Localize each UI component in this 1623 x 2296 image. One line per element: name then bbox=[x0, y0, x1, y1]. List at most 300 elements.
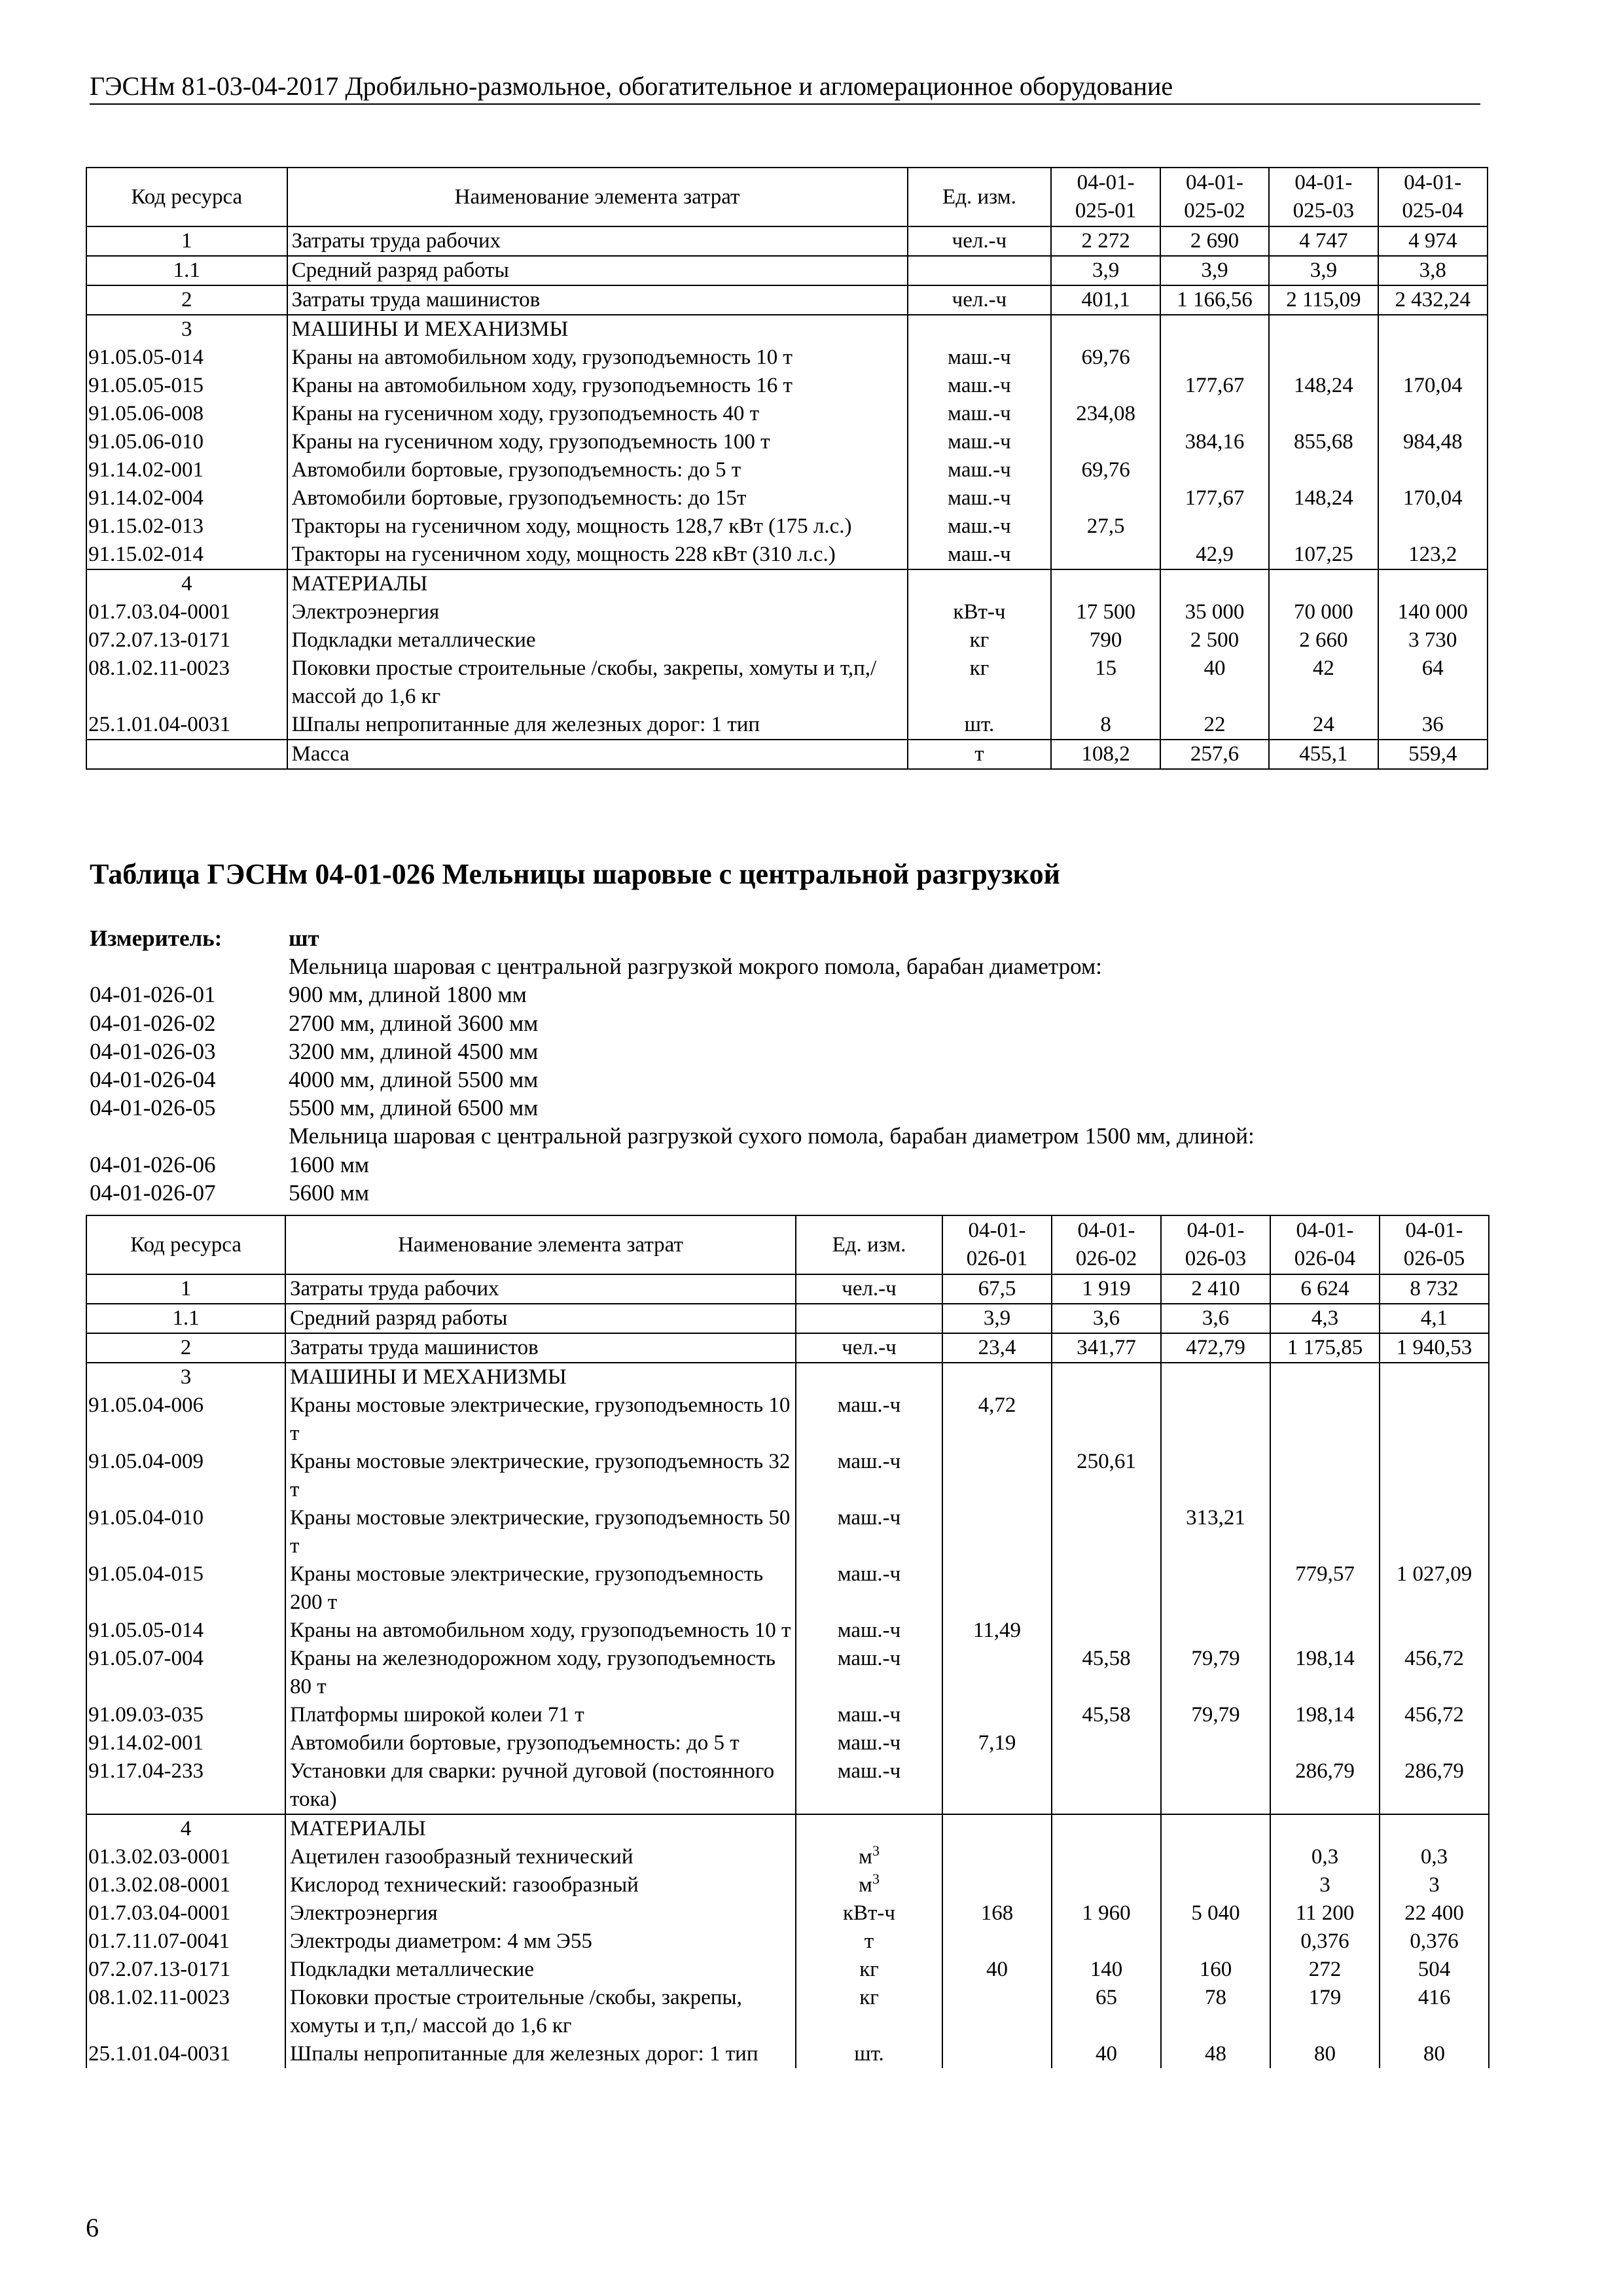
resource-unit: маш.-ч bbox=[796, 1391, 942, 1448]
resource-name: Платформы широкой колеи 71 т bbox=[285, 1701, 796, 1729]
norm-value: 3,9 bbox=[1269, 256, 1378, 285]
norm-value bbox=[1269, 569, 1378, 598]
resource-code: 25.1.01.04-0031 bbox=[86, 2040, 285, 2068]
resource-unit: т bbox=[908, 740, 1052, 769]
norm-description: Мельница шаровая с центральной разгрузкой мокрого помола, барабан диаметром: bbox=[289, 954, 1102, 980]
norm-value bbox=[1269, 315, 1378, 344]
resource-code: 1 bbox=[86, 1274, 285, 1304]
table-row bbox=[86, 2040, 1489, 2068]
norm-value: 456,72 bbox=[1380, 1645, 1489, 1701]
norm-value: 8 732 bbox=[1380, 1274, 1489, 1304]
norm-value: 65 bbox=[1052, 1984, 1161, 2040]
norm-code: 04-01-026-07 bbox=[90, 1179, 216, 1206]
resource-name: Средний разряд работы bbox=[285, 1304, 796, 1333]
resource-name: МАШИНЫ И МЕХАНИЗМЫ bbox=[285, 1363, 796, 1391]
norm-value bbox=[942, 2040, 1052, 2068]
norm-value: 3,9 bbox=[942, 1304, 1052, 1333]
resource-name: Краны на автомобильном ходу, грузоподъемность 10 т bbox=[287, 344, 908, 372]
resource-code: 91.05.04-009 bbox=[86, 1448, 285, 1504]
table-row bbox=[86, 626, 1488, 655]
table-row bbox=[86, 428, 1488, 456]
norm-value bbox=[1161, 1729, 1270, 1757]
col-norm-header: 04-01- 026-01 bbox=[942, 1215, 1052, 1274]
table-row bbox=[86, 372, 1488, 400]
norm-value bbox=[1380, 1448, 1489, 1504]
norm-description: 1600 мм bbox=[289, 1151, 370, 1177]
norm-value: 472,79 bbox=[1161, 1333, 1270, 1363]
norm-value bbox=[1161, 1560, 1270, 1617]
norm-value bbox=[942, 1843, 1052, 1871]
norm-value: 40 bbox=[942, 1956, 1052, 1984]
resource-code: 01.3.02.08-0001 bbox=[86, 1871, 285, 1899]
resource-code: 3 bbox=[86, 1363, 285, 1391]
resource-code: 01.7.11.07-0041 bbox=[86, 1928, 285, 1956]
resource-unit: кВт-ч bbox=[908, 598, 1052, 626]
norm-value: 64 bbox=[1378, 655, 1488, 711]
resource-unit: чел.-ч bbox=[908, 285, 1052, 315]
norm-value: 170,04 bbox=[1378, 372, 1488, 400]
norm-value bbox=[1270, 1391, 1380, 1448]
resource-code: 91.05.07-004 bbox=[86, 1645, 285, 1701]
resource-code: 91.15.02-013 bbox=[86, 512, 287, 541]
norm-value bbox=[942, 1701, 1052, 1729]
norm-value bbox=[1160, 315, 1269, 344]
resource-name: Подкладки металлические bbox=[285, 1956, 796, 1984]
resource-name: МАШИНЫ И МЕХАНИЗМЫ bbox=[287, 315, 908, 344]
resource-name: Краны на автомобильном ходу, грузоподъемность 10 т bbox=[285, 1617, 796, 1645]
resource-unit: кг bbox=[796, 1984, 942, 2040]
norm-value: 140 000 bbox=[1378, 598, 1488, 626]
resource-name: Поковки простые строительные /скобы, закрепы, хомуты и т,п,/ массой до 1,6 кг bbox=[285, 1984, 796, 2040]
resource-name: Подкладки металлические bbox=[287, 626, 908, 655]
resource-name: Поковки простые строительные /скобы, закрепы, хомуты и т,п,/ массой до 1,6 кг bbox=[287, 655, 908, 711]
norm-value bbox=[1161, 1843, 1270, 1871]
norm-value: 160 bbox=[1161, 1956, 1270, 1984]
resource-code: 2 bbox=[86, 1333, 285, 1363]
table-row bbox=[86, 1843, 1489, 1871]
norm-value: 341,77 bbox=[1052, 1333, 1161, 1363]
norm-value bbox=[942, 1757, 1052, 1814]
resource-code: 01.7.03.04-0001 bbox=[86, 598, 287, 626]
resource-name: Краны на железнодорожном ходу, грузоподъемность 80 т bbox=[285, 1645, 796, 1701]
norm-value bbox=[1160, 569, 1269, 598]
norm-value bbox=[1052, 1928, 1161, 1956]
norm-code: 04-01-026-01 bbox=[90, 982, 216, 1008]
norm-value: 4,3 bbox=[1270, 1304, 1380, 1333]
norm-value bbox=[1380, 1391, 1489, 1448]
table-row bbox=[86, 1645, 1489, 1701]
norm-value: 148,24 bbox=[1269, 372, 1378, 400]
resource-name: Тракторы на гусеничном ходу, мощность 128,7 кВт (175 л.с.) bbox=[287, 512, 908, 541]
norm-value bbox=[1269, 512, 1378, 541]
resource-unit bbox=[796, 1814, 942, 1843]
table-row bbox=[86, 1333, 1489, 1363]
norm-value: 140 bbox=[1052, 1956, 1161, 1984]
resource-unit: кг bbox=[796, 1956, 942, 1984]
resource-unit bbox=[796, 1363, 942, 1391]
norm-value: 179 bbox=[1270, 1984, 1380, 2040]
norm-value: 15 bbox=[1051, 655, 1160, 711]
resource-unit: маш.-ч bbox=[796, 1757, 942, 1814]
resource-name: Шпалы непропитанные для железных дорог: 1 тип bbox=[287, 711, 908, 740]
norm-value: 1 960 bbox=[1052, 1899, 1161, 1928]
norm-description: 5600 мм bbox=[289, 1179, 370, 1206]
norm-value: 779,57 bbox=[1270, 1560, 1380, 1617]
norm-value: 78 bbox=[1161, 1984, 1270, 2040]
resource-unit: маш.-ч bbox=[796, 1560, 942, 1617]
resource-name: Электроэнергия bbox=[285, 1899, 796, 1928]
resource-unit: кг bbox=[908, 655, 1052, 711]
norm-value: 1 919 bbox=[1052, 1274, 1161, 1304]
resource-code: 01.3.02.03-0001 bbox=[86, 1843, 285, 1871]
norm-value: 148,24 bbox=[1269, 484, 1378, 512]
norm-value bbox=[1270, 1814, 1380, 1843]
resource-code: 3 bbox=[86, 315, 287, 344]
norm-value bbox=[1052, 1729, 1161, 1757]
resource-name: Краны мостовые электрические, грузоподъемность 200 т bbox=[285, 1560, 796, 1617]
norm-value: 790 bbox=[1051, 626, 1160, 655]
norm-value bbox=[1269, 400, 1378, 428]
resource-name: Краны мостовые электрические, грузоподъемность 32 т bbox=[285, 1448, 796, 1504]
table-row bbox=[86, 1757, 1489, 1814]
resource-code: 4 bbox=[86, 1814, 285, 1843]
norm-value: 257,6 bbox=[1160, 740, 1269, 769]
table-row bbox=[86, 1701, 1489, 1729]
norm-code: 04-01-026-02 bbox=[90, 1010, 216, 1036]
norm-description: 4000 мм, длиной 5500 мм bbox=[289, 1066, 539, 1092]
norm-value: 42,9 bbox=[1160, 541, 1269, 569]
norm-value: 107,25 bbox=[1269, 541, 1378, 569]
norm-value bbox=[1270, 1448, 1380, 1504]
resource-code: 1.1 bbox=[86, 256, 287, 285]
norm-value: 80 bbox=[1380, 2040, 1489, 2068]
table-row bbox=[86, 1729, 1489, 1757]
norm-value: 23,4 bbox=[942, 1333, 1052, 1363]
resource-name: Электроэнергия bbox=[287, 598, 908, 626]
norm-value bbox=[1052, 1504, 1161, 1560]
norm-value bbox=[1052, 1814, 1161, 1843]
col-code-header: Код ресурса bbox=[86, 168, 287, 226]
norm-value bbox=[942, 1645, 1052, 1701]
col-name-header: Наименование элемента затрат bbox=[287, 168, 908, 226]
table-row bbox=[86, 400, 1488, 428]
norm-value bbox=[942, 1504, 1052, 1560]
norm-value bbox=[942, 1928, 1052, 1956]
norm-value: 24 bbox=[1269, 711, 1378, 740]
table-row bbox=[86, 1871, 1489, 1899]
norm-value: 3 730 bbox=[1378, 626, 1488, 655]
running-header: ГЭСНм 81-03-04-2017 Дробильно-размольное, обогатительное и агломерационное оборудование bbox=[90, 71, 1480, 105]
table-row bbox=[86, 1956, 1489, 1984]
resource-name: МАТЕРИАЛЫ bbox=[285, 1814, 796, 1843]
norm-value: 5 040 bbox=[1161, 1899, 1270, 1928]
table-row bbox=[86, 226, 1488, 256]
resource-unit: маш.-ч bbox=[908, 428, 1052, 456]
norm-value: 168 bbox=[942, 1899, 1052, 1928]
norm-value: 69,76 bbox=[1051, 344, 1160, 372]
norm-value bbox=[1052, 1560, 1161, 1617]
norm-value: 1 175,85 bbox=[1270, 1333, 1380, 1363]
norm-value bbox=[942, 1560, 1052, 1617]
resource-unit: маш.-ч bbox=[908, 484, 1052, 512]
meter-label: Измеритель: bbox=[90, 925, 223, 951]
norm-value bbox=[1270, 1617, 1380, 1645]
norm-value: 17 500 bbox=[1051, 598, 1160, 626]
norm-value: 123,2 bbox=[1378, 541, 1488, 569]
norm-value bbox=[1380, 1814, 1489, 1843]
resource-name: Краны на гусеничном ходу, грузоподъемность 100 т bbox=[287, 428, 908, 456]
resource-code: 1 bbox=[86, 226, 287, 256]
norm-value: 1 940,53 bbox=[1380, 1333, 1489, 1363]
norm-value: 7,19 bbox=[942, 1729, 1052, 1757]
resource-code: 91.14.02-004 bbox=[86, 484, 287, 512]
norm-value bbox=[1052, 1363, 1161, 1391]
resource-unit bbox=[908, 256, 1052, 285]
norm-value bbox=[942, 1814, 1052, 1843]
norm-value bbox=[1051, 428, 1160, 456]
norm-value: 69,76 bbox=[1051, 456, 1160, 484]
norm-value: 8 bbox=[1051, 711, 1160, 740]
table-title: Таблица ГЭСНм 04-01-026 Мельницы шаровые с центральной разгрузкой bbox=[90, 858, 1060, 890]
norm-value bbox=[1052, 1843, 1161, 1871]
table-row bbox=[86, 1617, 1489, 1645]
resource-unit: маш.-ч bbox=[908, 512, 1052, 541]
resource-name: Автомобили бортовые, грузоподъемность: до 15т bbox=[287, 484, 908, 512]
resource-unit: маш.-ч bbox=[796, 1645, 942, 1701]
resource-name: Установки для сварки: ручной дуговой (постоянного тока) bbox=[285, 1757, 796, 1814]
norm-value bbox=[1161, 1757, 1270, 1814]
norm-value: 384,16 bbox=[1160, 428, 1269, 456]
norm-description: 900 мм, длиной 1800 мм bbox=[289, 982, 527, 1008]
norm-value bbox=[1380, 1729, 1489, 1757]
norm-value bbox=[1051, 484, 1160, 512]
resource-name: Масса bbox=[287, 740, 908, 769]
norm-description: 5500 мм, длиной 6500 мм bbox=[289, 1095, 539, 1121]
resource-code: 07.2.07.13-0171 bbox=[86, 1956, 285, 1984]
norm-value: 198,14 bbox=[1270, 1645, 1380, 1701]
resource-unit: $м^3$ bbox=[796, 1871, 942, 1899]
resource-code: 91.15.02-014 bbox=[86, 541, 287, 569]
resource-code: 08.1.02.11-0023 bbox=[86, 1984, 285, 2040]
norm-value: 79,79 bbox=[1161, 1645, 1270, 1701]
table-row bbox=[86, 285, 1488, 315]
norm-value: 3,9 bbox=[1051, 256, 1160, 285]
resource-name: МАТЕРИАЛЫ bbox=[287, 569, 908, 598]
norm-value bbox=[1270, 1504, 1380, 1560]
norm-value: 4 974 bbox=[1378, 226, 1488, 256]
norm-value: 0,376 bbox=[1380, 1928, 1489, 1956]
norm-value: 504 bbox=[1380, 1956, 1489, 1984]
norm-value bbox=[1378, 569, 1488, 598]
resource-unit: маш.-ч bbox=[796, 1729, 942, 1757]
table-row bbox=[86, 655, 1488, 711]
norm-value: 42 bbox=[1269, 655, 1378, 711]
norm-value: 4,1 bbox=[1380, 1304, 1489, 1333]
norm-value bbox=[1160, 400, 1269, 428]
norm-value: 3,6 bbox=[1161, 1304, 1270, 1333]
norm-value: 11,49 bbox=[942, 1617, 1052, 1645]
norm-value: 286,79 bbox=[1270, 1757, 1380, 1814]
resource-unit: чел.-ч bbox=[796, 1333, 942, 1363]
table-row bbox=[86, 1899, 1489, 1928]
col-norm-header: 04-01- 026-04 bbox=[1270, 1215, 1380, 1274]
table-04-01-025 bbox=[86, 167, 1488, 770]
norm-value bbox=[1161, 1391, 1270, 1448]
norm-value: 2 272 bbox=[1051, 226, 1160, 256]
norm-value bbox=[1378, 315, 1488, 344]
resource-name: Автомобили бортовые, грузоподъемность: до 5 т bbox=[287, 456, 908, 484]
norm-value bbox=[1380, 1617, 1489, 1645]
resource-name: Электроды диаметром: 4 мм Э55 bbox=[285, 1928, 796, 1956]
norm-value: 70 000 bbox=[1269, 598, 1378, 626]
norm-value: 2 115,09 bbox=[1269, 285, 1378, 315]
resource-unit: маш.-ч bbox=[908, 372, 1052, 400]
norm-value bbox=[1161, 1363, 1270, 1391]
norm-value: 0,3 bbox=[1380, 1843, 1489, 1871]
meter-unit: шт bbox=[289, 925, 319, 951]
resource-code: 07.2.07.13-0171 bbox=[86, 626, 287, 655]
page-number: 6 bbox=[86, 2213, 99, 2242]
norm-code: 04-01-026-05 bbox=[90, 1095, 216, 1121]
resource-code: 1.1 bbox=[86, 1304, 285, 1333]
table-row bbox=[86, 1363, 1489, 1391]
resource-name: Краны мостовые электрические, грузоподъемность 50 т bbox=[285, 1504, 796, 1560]
norm-value: 313,21 bbox=[1161, 1504, 1270, 1560]
resource-unit: маш.-ч bbox=[908, 541, 1052, 569]
col-unit-header: Ед. изм. bbox=[796, 1215, 942, 1274]
col-norm-header: 04-01- 026-05 bbox=[1380, 1215, 1489, 1274]
resource-unit: маш.-ч bbox=[908, 400, 1052, 428]
resource-unit: маш.-ч bbox=[796, 1701, 942, 1729]
norm-value bbox=[1380, 1363, 1489, 1391]
norm-value bbox=[1161, 1871, 1270, 1899]
col-norm-header: 04-01- 025-02 bbox=[1160, 168, 1269, 226]
norm-value: 22 bbox=[1160, 711, 1269, 740]
resource-code: 91.14.02-001 bbox=[86, 1729, 285, 1757]
norm-value bbox=[1052, 1757, 1161, 1814]
norm-value: 198,14 bbox=[1270, 1701, 1380, 1729]
resource-unit: шт. bbox=[908, 711, 1052, 740]
norm-value bbox=[942, 1984, 1052, 2040]
norm-value: 45,58 bbox=[1052, 1701, 1161, 1729]
norm-value bbox=[1161, 1814, 1270, 1843]
table-row bbox=[86, 1928, 1489, 1956]
resource-unit: кВт-ч bbox=[796, 1899, 942, 1928]
table-row bbox=[86, 344, 1488, 372]
resource-code: 4 bbox=[86, 569, 287, 598]
table-row bbox=[86, 1391, 1489, 1448]
resource-name: Ацетилен газообразный технический bbox=[285, 1843, 796, 1871]
resource-code: 91.05.05-014 bbox=[86, 344, 287, 372]
resource-code: 91.05.06-010 bbox=[86, 428, 287, 456]
norm-value bbox=[1051, 372, 1160, 400]
resource-code: 91.05.04-006 bbox=[86, 1391, 285, 1448]
norm-value: 0,3 bbox=[1270, 1843, 1380, 1871]
norm-value bbox=[1052, 1871, 1161, 1899]
resource-code: 91.17.04-233 bbox=[86, 1757, 285, 1814]
norm-value: 416 bbox=[1380, 1984, 1489, 2040]
resource-code: 91.14.02-001 bbox=[86, 456, 287, 484]
norm-value bbox=[1161, 1928, 1270, 1956]
norm-value: 3,9 bbox=[1160, 256, 1269, 285]
norm-value: 177,67 bbox=[1160, 372, 1269, 400]
norm-value bbox=[1378, 512, 1488, 541]
table-row bbox=[86, 1814, 1489, 1843]
table-row bbox=[86, 598, 1488, 626]
norm-description: 3200 мм, длиной 4500 мм bbox=[289, 1038, 539, 1064]
norm-value: 35 000 bbox=[1160, 598, 1269, 626]
norm-value: 3 bbox=[1270, 1871, 1380, 1899]
norm-value: 0,376 bbox=[1270, 1928, 1380, 1956]
norm-value: 401,1 bbox=[1051, 285, 1160, 315]
norm-value bbox=[1269, 456, 1378, 484]
resource-name: Средний разряд работы bbox=[287, 256, 908, 285]
table-row bbox=[86, 569, 1488, 598]
norm-value: 2 432,24 bbox=[1378, 285, 1488, 315]
norm-value bbox=[1160, 512, 1269, 541]
resource-code: 25.1.01.04-0031 bbox=[86, 711, 287, 740]
col-norm-header: 04-01- 025-03 bbox=[1269, 168, 1378, 226]
resource-unit: маш.-ч bbox=[796, 1448, 942, 1504]
resource-unit: маш.-ч bbox=[796, 1617, 942, 1645]
norm-value: 855,68 bbox=[1269, 428, 1378, 456]
resource-unit bbox=[796, 1304, 942, 1333]
norm-value bbox=[942, 1448, 1052, 1504]
norm-value: 27,5 bbox=[1051, 512, 1160, 541]
norm-value: 40 bbox=[1160, 655, 1269, 711]
norm-value: 22 400 bbox=[1380, 1899, 1489, 1928]
norm-value: 4 747 bbox=[1269, 226, 1378, 256]
resource-code: 01.7.03.04-0001 bbox=[86, 1899, 285, 1928]
col-name-header: Наименование элемента затрат bbox=[285, 1215, 796, 1274]
table-row bbox=[86, 1304, 1489, 1333]
resource-unit: $м^3$ bbox=[796, 1843, 942, 1871]
norm-value: 2 500 bbox=[1160, 626, 1269, 655]
norm-value: 559,4 bbox=[1378, 740, 1488, 769]
resource-code: 2 bbox=[86, 285, 287, 315]
resource-unit: чел.-ч bbox=[796, 1274, 942, 1304]
norm-code: 04-01-026-06 bbox=[90, 1151, 216, 1177]
norm-value: 45,58 bbox=[1052, 1645, 1161, 1701]
norm-code: 04-01-026-03 bbox=[90, 1038, 216, 1064]
norm-value bbox=[1052, 1391, 1161, 1448]
norm-value: 234,08 bbox=[1051, 400, 1160, 428]
norm-value bbox=[1051, 315, 1160, 344]
resource-code: 91.09.03-035 bbox=[86, 1701, 285, 1729]
resource-code: 91.05.05-015 bbox=[86, 372, 287, 400]
resource-code: 08.1.02.11-0023 bbox=[86, 655, 287, 711]
resource-name: Затраты труда рабочих bbox=[287, 226, 908, 256]
norm-value: 108,2 bbox=[1051, 740, 1160, 769]
norm-description: 2700 мм, длиной 3600 мм bbox=[289, 1010, 539, 1036]
norm-value bbox=[1161, 1617, 1270, 1645]
table-row bbox=[86, 1274, 1489, 1304]
resource-code: 91.05.06-008 bbox=[86, 400, 287, 428]
norm-value: 80 bbox=[1270, 2040, 1380, 2068]
norm-value bbox=[1051, 541, 1160, 569]
norm-value: 3 bbox=[1380, 1871, 1489, 1899]
resource-code: 91.05.04-015 bbox=[86, 1560, 285, 1617]
resource-unit: т bbox=[796, 1928, 942, 1956]
norm-value: 272 bbox=[1270, 1956, 1380, 1984]
norm-value: 48 bbox=[1161, 2040, 1270, 2068]
table-row bbox=[86, 740, 1488, 769]
col-norm-header: 04-01- 025-01 bbox=[1051, 168, 1160, 226]
resource-unit: маш.-ч bbox=[796, 1504, 942, 1560]
col-norm-header: 04-01- 026-02 bbox=[1052, 1215, 1161, 1274]
resource-code bbox=[86, 740, 287, 769]
norm-value bbox=[1051, 569, 1160, 598]
